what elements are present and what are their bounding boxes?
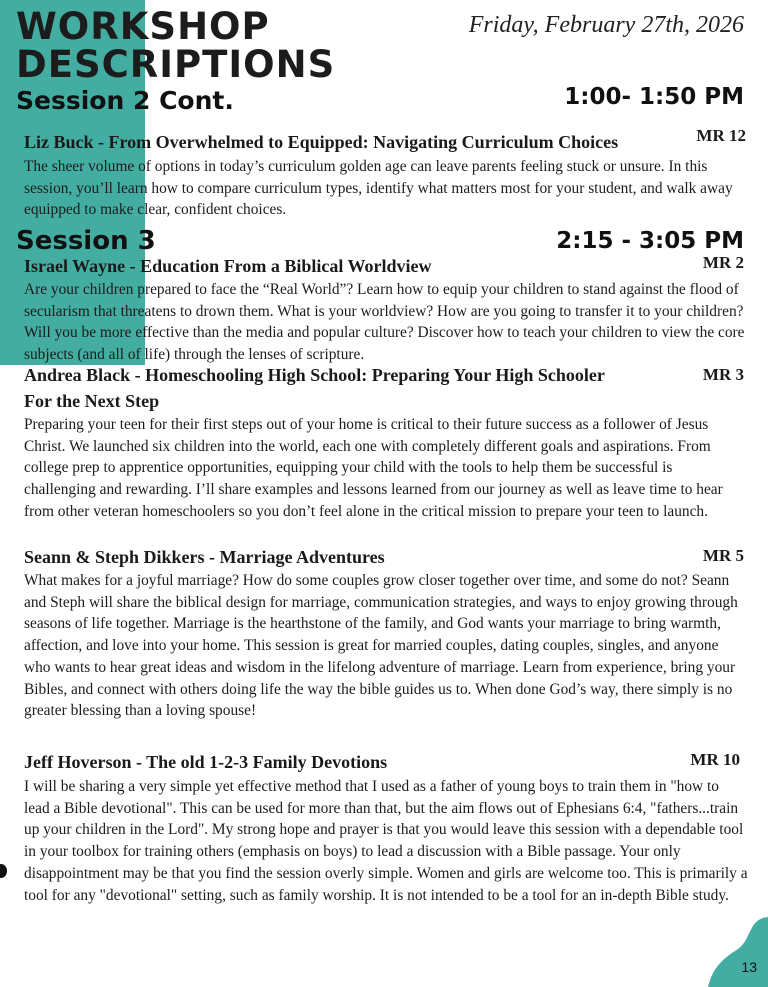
event-date: Friday, February 27th, 2026 (468, 12, 744, 38)
room-dikkers: MR 5 (702, 546, 744, 565)
title-line-1: WORKSHOP (16, 5, 270, 48)
session-3-time: 2:15 - 3:05 PM (556, 228, 744, 254)
workshop-title-andrea-black-line2: For the Next Step (24, 391, 160, 411)
session-2-time: 1:00- 1:50 PM (564, 84, 744, 110)
room-israel-wayne: MR 2 (702, 253, 744, 272)
workshop-description-liz-buck: The sheer volume of options in today’s curriculum golden age can leave parents feeling stuck or unsure. In this session, you’ll learn how to compare curriculum types, identify what matters most for your student, and walk away equipped to make clear, confident choices. (24, 158, 733, 219)
workshop-description-andrea-black: Preparing your teen for their first steps out of your home is critical to their future success as a follower of Jesus Christ. We launched six children into the world, each one with completely different goals and aspirations. From college prep to apprentice opportunities, equipping your child with the tools to help them be successful is challenging and rewarding. I’ll share examples and lessons learned from our journey as well as leave time to hear from other veteran homeschoolers so you don’t feel alone in the critical mission to prepare your teen to launch. (24, 416, 723, 520)
room-jeff-hoverson: MR 10 (690, 750, 740, 769)
workshop-title-liz-buck: Liz Buck - From Overwhelmed to Equipped: Navigating Curriculum Choices (24, 132, 619, 152)
page-title (16, 5, 336, 86)
workshop-title-dikkers: Seann & Steph Dikkers - Marriage Adventures (24, 547, 385, 567)
workshop-description-dikkers: What makes for a joyful marriage? How do some couples grow closer together over time, and some do not? Seann and Steph will share the biblical design for marriage, communication strategies, and ways to enjoy growing through seasons of life together. Marriage is the hearthstone of the family, and God wants your marriage to bring warmth, affection, and love into your home. This session is great for married couples, dating couples, singles, and anyone who wants to hear great ideas and wisdom in the lifelong adventure of marriage. Learn from experience, bring your Bibles, and connect with others doing life the way the bible guides us to. When done God’s way, there simply is no greater blessing than a loving spouse! (24, 572, 738, 720)
room-andrea-black: MR 3 (702, 365, 744, 384)
session-2-heading: Session 2 Cont. (16, 86, 234, 115)
workshop-title-israel-wayne: Israel Wayne - Education From a Biblical Worldview (24, 256, 432, 276)
session-3-heading: Session 3 (16, 226, 156, 256)
workshop-description-jeff-hoverson: I will be sharing a very simple yet effective method that I used as a father of young boys to train them in "how to lead a Bible devotional". This can be used for more than that, but the aim flows out of Ephesians 6:4, "fathers...train up your children in the Lord". My strong hope and prayer is that you would leave this session with a dependable tool in your toolbox for training others (emphasis on boys) to lead a discussion with a Bible passage. Your only disappointment may be that you find the session overly simple. Women and girls are welcome too. This is primarily a tool for any "devotional" setting, such as family worship. It is not intended to be a tool for an in-depth Bible study. (24, 778, 748, 904)
bullet-dot (0, 864, 7, 878)
workshop-description-israel-wayne: Are your children prepared to face the “Real World”? Learn how to equip your children to stand against the flood of secularism that threatens to drown them. What is your worldview? How are you going to transfer it to your children? Will you be more effective than the media and popular culture? Discover how to teach your children to view the core subjects (and all of life) through the lenses of scripture. (24, 281, 745, 364)
title-line-2: DESCRIPTIONS (16, 43, 336, 86)
workshop-title-andrea-black: Andrea Black - Homeschooling High School: Preparing Your High Schooler (24, 365, 605, 385)
teal-corner-blob (708, 917, 768, 987)
room-liz-buck: MR 12 (696, 126, 746, 145)
workshop-title-jeff-hoverson: Jeff Hoverson - The old 1-2-3 Family Devotions (24, 752, 388, 772)
page-number: 13 (741, 959, 757, 975)
